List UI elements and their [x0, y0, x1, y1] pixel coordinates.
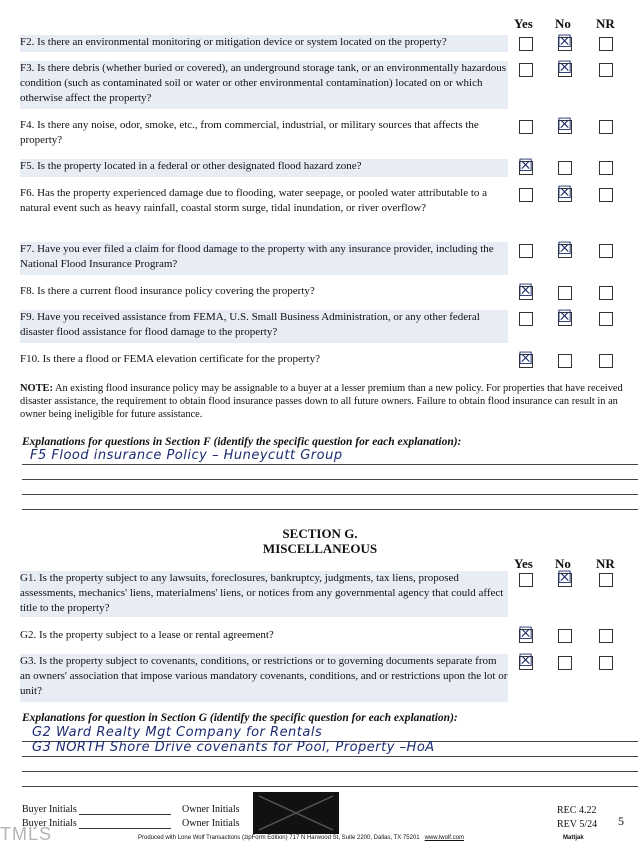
section-g-explanation-line-2[interactable]: G3 NORTH Shore Drive covenants for Pool, Property –HoA — [32, 740, 435, 755]
check-mark-icon: ☒ — [557, 58, 573, 78]
g2-no-checkbox[interactable] — [558, 629, 572, 643]
g2-yes-checkbox[interactable] — [518, 624, 534, 644]
check-mark-icon: ☒ — [518, 281, 534, 301]
column-header-nr: NR — [596, 556, 615, 571]
redacted-initials-box — [253, 792, 339, 834]
f7-nr-checkbox[interactable] — [599, 244, 613, 258]
buyer-initials-1 — [22, 804, 171, 815]
section-f-explanation-title: Explanations for questions in Section F (identify the specific question for each explanation): — [22, 436, 462, 448]
question-f6: F6. Has the property experienced damage due to flooding, water seepage, or pooled water attributable to a natural event such as heavy rainfall, coastal storm surge, tidal inundation, or river overflow? — [20, 187, 488, 214]
check-mark-icon: ☒ — [557, 183, 573, 203]
f5-yes-checkbox[interactable] — [518, 156, 534, 176]
f8-nr-checkbox[interactable] — [599, 286, 613, 300]
f4-yes-checkbox[interactable] — [519, 120, 533, 134]
f3-no-checkbox[interactable] — [557, 58, 573, 78]
owner-initials-label: Owner Initials — [182, 818, 240, 829]
question-f2: F2. Is there an environmental monitoring or mitigation device or system located on the property? — [20, 35, 508, 52]
f2-yes-checkbox[interactable] — [519, 37, 533, 51]
question-f8: F8. Is there a current flood insurance policy covering the property? — [20, 285, 315, 297]
owner-initials-2 — [182, 818, 240, 829]
check-mark-icon: ☒ — [557, 239, 573, 259]
f5-nr-checkbox[interactable] — [599, 161, 613, 175]
note-text: An existing flood insurance policy may be assignable to a buyer at a lesser premium than a new policy. For properties that have received disaster assistance, the requirement to obtain flood insurance passes down to all future owners. Failure to obtain flood insurance can result in an owner being ineligible for future assistance. — [20, 383, 623, 420]
check-mark-icon: ☒ — [518, 349, 534, 369]
question-f9: F9. Have you received assistance from FEMA, U.S. Small Business Administration, or any other federal disaster flood assistance for flood damage to the property? — [20, 310, 508, 343]
g3-yes-checkbox[interactable] — [518, 651, 534, 671]
document-name: Mattjak — [563, 835, 584, 841]
explanation-rule — [22, 479, 638, 480]
f2-no-checkbox[interactable] — [557, 32, 573, 52]
explanation-rule — [22, 464, 638, 465]
section-g-explanation-line-1[interactable]: G2 Ward Realty Mgt Company for Rentals — [32, 725, 323, 740]
g1-no-checkbox[interactable] — [557, 568, 573, 588]
f10-no-checkbox[interactable] — [558, 354, 572, 368]
f8-yes-checkbox[interactable] — [518, 281, 534, 301]
note-label: NOTE: — [20, 383, 53, 394]
owner-initials-1 — [182, 804, 240, 815]
f9-nr-checkbox[interactable] — [599, 312, 613, 326]
check-mark-icon: ☒ — [518, 624, 534, 644]
section-f-explanation-line-1[interactable]: F5 Flood insurance Policy – Huneycutt Group — [30, 448, 343, 463]
question-f5: F5. Is the property located in a federal or other designated flood hazard zone? — [20, 159, 508, 177]
f3-nr-checkbox[interactable] — [599, 63, 613, 77]
section-g-subtitle: MISCELLANEOUS — [262, 541, 378, 556]
buyer-initials-field[interactable] — [79, 804, 171, 815]
f8-no-checkbox[interactable] — [558, 286, 572, 300]
explanation-rule — [22, 771, 638, 772]
f4-nr-checkbox[interactable] — [599, 120, 613, 134]
column-header-yes: Yes — [514, 16, 533, 31]
watermark: TMLS — [0, 824, 53, 844]
flood-insurance-note — [20, 382, 638, 421]
question-g3: G3. Is the property subject to covenants, conditions, or restrictions or to governing documents separate from an owners' association that impose various mandatory covenants, conditions, and or restrictions upon the lot or unit? — [20, 654, 508, 702]
rec-form-number: REC 4.22 — [557, 805, 597, 816]
f10-yes-checkbox[interactable] — [518, 349, 534, 369]
question-f10: F10. Is there a flood or FEMA elevation certificate for the property? — [20, 353, 320, 365]
check-mark-icon: ☒ — [557, 115, 573, 135]
g1-yes-checkbox[interactable] — [519, 573, 533, 587]
explanation-rule — [22, 786, 638, 787]
column-header-nr: NR — [596, 16, 615, 31]
check-mark-icon: ☒ — [557, 32, 573, 52]
check-mark-icon: ☒ — [518, 651, 534, 671]
explanation-rule — [22, 509, 638, 510]
f5-no-checkbox[interactable] — [558, 161, 572, 175]
f7-no-checkbox[interactable] — [557, 239, 573, 259]
question-g2: G2. Is the property subject to a lease or rental agreement? — [20, 629, 274, 641]
f7-yes-checkbox[interactable] — [519, 244, 533, 258]
f9-no-checkbox[interactable] — [557, 307, 573, 327]
buyer-initials-field[interactable] — [79, 818, 171, 829]
section-g-explanation-title: Explanations for question in Section G (identify the specific question for each explanation): — [22, 712, 458, 724]
explanation-rule — [22, 494, 638, 495]
producer-text: Produced with Lone Wolf Transactions (zipForm Edition) 717 N Harwood St, Suite 2200, Dallas, TX 75201 — [138, 835, 420, 841]
g3-no-checkbox[interactable] — [558, 656, 572, 670]
question-g1: G1. Is the property subject to any lawsuits, foreclosures, bankruptcy, judgments, tax liens, proposed assessments, mechanics' liens, materialmens' liens, or notices from any governmental agency that could affect title to the property? — [20, 571, 508, 617]
check-mark-icon: ☒ — [557, 307, 573, 327]
owner-initials-label: Owner Initials — [182, 804, 240, 815]
producer-line — [138, 835, 464, 841]
f9-yes-checkbox[interactable] — [519, 312, 533, 326]
g2-nr-checkbox[interactable] — [599, 629, 613, 643]
column-header-yes: Yes — [514, 556, 533, 571]
rev-date: REV 5/24 — [557, 819, 598, 830]
g1-nr-checkbox[interactable] — [599, 573, 613, 587]
producer-link[interactable]: www.lwolf.com — [424, 835, 464, 841]
f4-no-checkbox[interactable] — [557, 115, 573, 135]
buyer-initials-label: Buyer Initials — [22, 804, 77, 815]
f3-yes-checkbox[interactable] — [519, 63, 533, 77]
g3-nr-checkbox[interactable] — [599, 656, 613, 670]
f2-nr-checkbox[interactable] — [599, 37, 613, 51]
column-header-no: No — [555, 16, 571, 31]
f6-nr-checkbox[interactable] — [599, 188, 613, 202]
column-header-no: No — [555, 556, 571, 571]
check-mark-icon: ☒ — [518, 156, 534, 176]
f10-nr-checkbox[interactable] — [599, 354, 613, 368]
question-f3: F3. Is there debris (whether buried or covered), an underground storage tank, or an environmentally hazardous condition (such as contaminated soil or water or other environmental contamination) located on or which otherwise affect the property? — [20, 61, 508, 109]
question-f7: F7. Have you ever filed a claim for flood damage to the property with any insurance provider, including the National Flood Insurance Program? — [20, 242, 508, 275]
buyer-initials-label: Buyer Initials — [22, 818, 77, 829]
f6-no-checkbox[interactable] — [557, 183, 573, 203]
question-f4: F4. Is there any noise, odor, smoke, etc., from commercial, industrial, or military sources that affects the property? — [20, 119, 479, 146]
f6-yes-checkbox[interactable] — [519, 188, 533, 202]
section-g-title: SECTION G. — [282, 526, 358, 541]
page-number: 5 — [618, 814, 624, 828]
check-mark-icon: ☒ — [557, 568, 573, 588]
explanation-rule — [22, 756, 638, 757]
